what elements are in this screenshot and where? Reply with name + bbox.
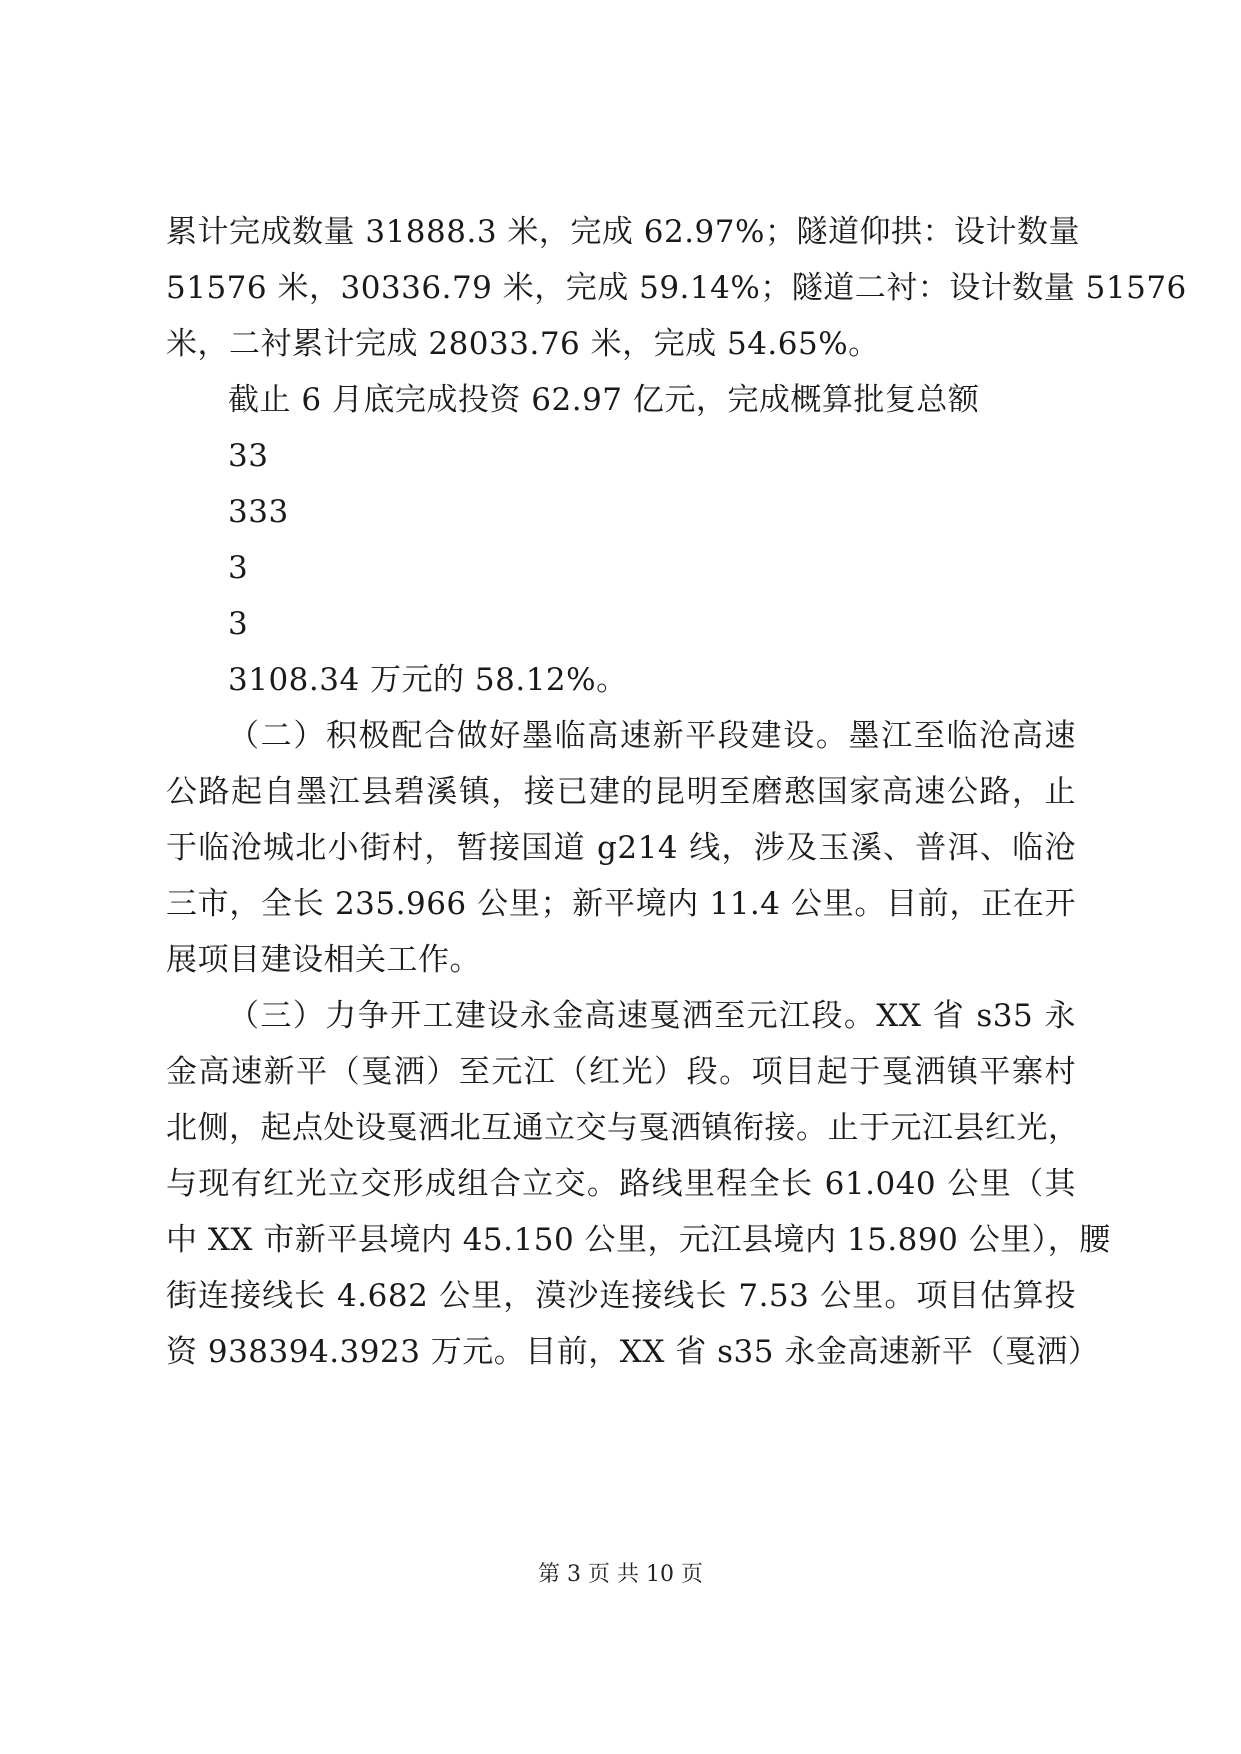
text-line: 三市，全长 235.966 公里；新平境内 11.4 公里。目前，正在开 [166, 886, 1076, 922]
text-line: （二）积极配合做好墨临高速新平段建设。墨江至临沧高速 [228, 718, 1076, 754]
text-line: 中 XX 市新平县境内 45.150 公里，元江县境内 15.890 公里），腰 [166, 1222, 1111, 1258]
text-line: 3 [228, 606, 249, 642]
text-line: 资 938394.3923 万元。目前，XX 省 s35 永金高速新平（戛洒） [166, 1334, 1100, 1370]
text-line: 展项目建设相关工作。 [166, 942, 481, 978]
text-line: 于临沧城北小街村，暂接国道 g214 线，涉及玉溪、普洱、临沧 [166, 830, 1076, 866]
text-line: 3108.34 万元的 58.12%。 [228, 662, 628, 698]
text-line: 金高速新平（戛洒）至元江（红光）段。项目起于戛洒镇平寨村 [166, 1054, 1076, 1090]
text-line: 51576 米，30336.79 米，完成 59.14%；隧道二衬：设计数量 51576 [166, 270, 1187, 306]
text-line: 累计完成数量 31888.3 米，完成 62.97%；隧道仰拱：设计数量 [166, 214, 1080, 250]
text-line: （三）力争开工建设永金高速戛洒至元江段。XX 省 s35 永 [228, 998, 1076, 1034]
text-line: 与现有红光立交形成组合立交。路线里程全长 61.040 公里（其 [166, 1166, 1076, 1202]
text-line: 333 [228, 494, 289, 530]
text-line: 33 [228, 438, 269, 474]
text-line: 街连接线长 4.682 公里，漠沙连接线长 7.53 公里。项目估算投 [166, 1278, 1076, 1314]
text-line: 米，二衬累计完成 28033.76 米，完成 54.65%。 [166, 326, 880, 362]
text-line: 北侧，起点处设戛洒北互通立交与戛洒镇衔接。止于元江县红光， [166, 1110, 1080, 1146]
text-line: 截止 6 月底完成投资 62.97 亿元，完成概算批复总额 [228, 382, 980, 418]
text-line: 3 [228, 550, 249, 586]
text-line: 公路起自墨江县碧溪镇，接已建的昆明至磨憨国家高速公路，止 [166, 774, 1076, 810]
page-number-footer: 第 3 页 共 10 页 [538, 1562, 703, 1587]
